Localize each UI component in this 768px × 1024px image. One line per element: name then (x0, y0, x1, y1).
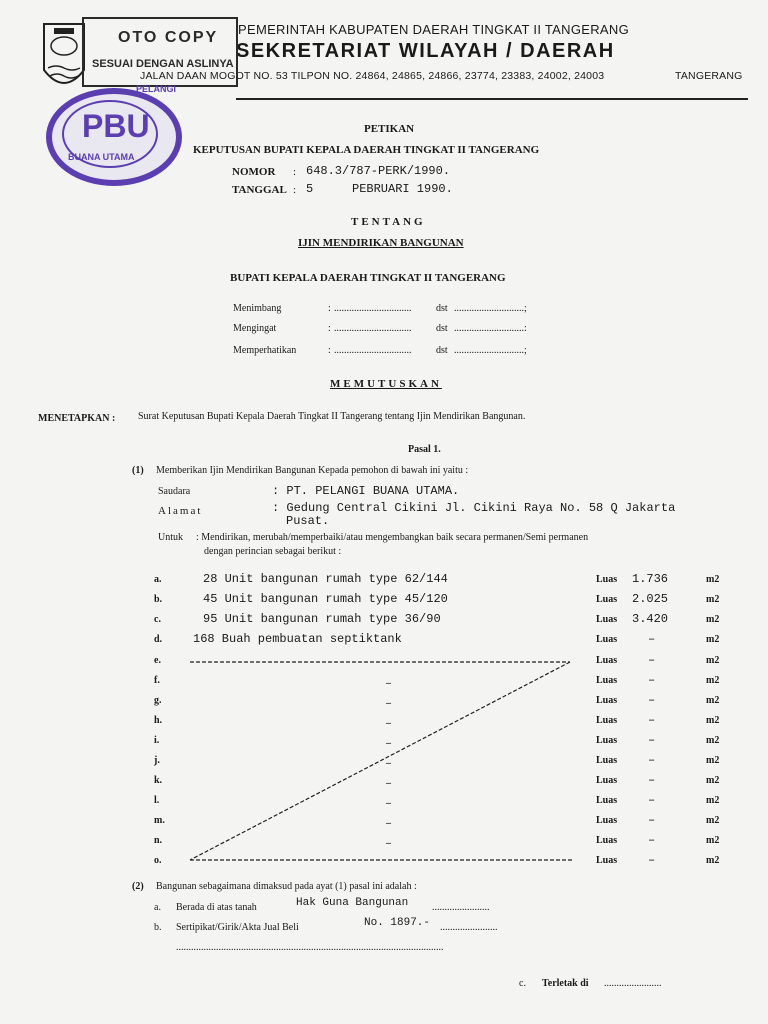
item-description: – (386, 738, 391, 749)
saudara-label: Saudara (158, 486, 191, 497)
consideration-sep: : (328, 345, 331, 356)
item-luas-label: Luas (596, 735, 618, 746)
item-letter: e. (154, 655, 161, 666)
pasal-title: Pasal 1. (408, 444, 441, 455)
item-unit: m2 (706, 795, 720, 806)
item-luas-label: Luas (596, 795, 618, 806)
consideration-label: Memperhatikan (233, 345, 297, 356)
item1-number: (1) (132, 465, 144, 476)
copy-stamp-title: OTO COPY (118, 29, 219, 46)
item-description: – (386, 678, 391, 689)
nomor-colon: : (293, 166, 297, 178)
item-unit: m2 (706, 755, 720, 766)
letterhead-address: JALAN DAAN MOGOT NO. 53 TILPON NO. 24864, 24865, 24866, 23774, 23383, 24002, 24003 (140, 70, 605, 82)
item-unit: m2 (706, 835, 720, 846)
subject-title: IJIN MENDIRIKAN BANGUNAN (298, 237, 464, 249)
item-luas-value: – (648, 632, 656, 646)
item-luas-value: – (648, 693, 656, 707)
item-letter: f. (154, 675, 160, 686)
item-luas-value: – (648, 793, 656, 807)
item-description: – (386, 838, 391, 849)
item-unit: m2 (706, 675, 720, 686)
tentang-title: TENTANG (351, 216, 426, 228)
strikethrough-z (180, 654, 580, 866)
untuk-text-cont: dengan perincian sebagai berikut : (204, 546, 342, 557)
consideration-dots: ............................: (454, 323, 527, 334)
item-luas-value: – (648, 773, 656, 787)
item-luas-value: 1.736 (632, 572, 669, 586)
item-unit: m2 (706, 634, 720, 645)
item-luas-value: 2.025 (632, 592, 669, 606)
item-letter: c. (154, 614, 161, 625)
item-description: – (386, 718, 391, 729)
item-luas-value: – (648, 713, 656, 727)
item-unit: m2 (706, 815, 720, 826)
company-seal-logo: PBU (82, 108, 150, 144)
item-luas-value: – (648, 653, 656, 667)
section2-b-letter: b. (154, 922, 162, 933)
item-description: – (386, 778, 391, 789)
menetapkan-text: Surat Keputusan Bupati Kepala Daerah Tingkat II Tangerang tentang Ijin Mendirikan Bangunan. (138, 411, 526, 422)
consideration-label: Menimbang (233, 303, 282, 314)
item-letter: k. (154, 775, 163, 786)
letterhead-government: PEMERINTAH KABUPATEN DAERAH TINGKAT II TANGERANG (238, 22, 629, 37)
consideration-sep: : (328, 323, 331, 334)
section2-c-label: Terletak di (542, 978, 589, 989)
copy-stamp (82, 17, 238, 87)
consideration-dots: ............................; (454, 345, 527, 356)
item-luas-value: – (648, 833, 656, 847)
untuk-text: : Mendirikan, merubah/memperbaiki/atau mengembangkan baik secara permanen/Semi permanen (196, 532, 589, 543)
tanggal-day: 5 (306, 182, 314, 196)
item-luas-value: 3.420 (632, 612, 669, 626)
item-luas-label: Luas (596, 594, 618, 605)
item-description: 95 Unit bangunan rumah type 36/90 (203, 612, 441, 626)
item-unit: m2 (706, 574, 720, 585)
item-luas-label: Luas (596, 775, 618, 786)
item-description: 168 Buah pembuatan septiktank (193, 632, 402, 646)
consideration-dst: dst (436, 345, 448, 356)
item-unit: m2 (706, 614, 720, 625)
item-letter: g. (154, 695, 162, 706)
consideration-label: Mengingat (233, 323, 277, 334)
item-luas-label: Luas (596, 815, 618, 826)
keputusan-title: KEPUTUSAN BUPATI KEPALA DAERAH TINGKAT II TANGERANG (193, 144, 540, 156)
consideration-dots: ............................... (334, 303, 412, 314)
company-seal-ring-text: BUANA UTAMA (68, 152, 135, 162)
item-letter: l. (154, 795, 160, 806)
copy-stamp-text: SESUAI DENGAN ASLINYA (92, 58, 234, 70)
section2-number: (2) (132, 881, 144, 892)
coat-of-arms-icon (40, 20, 88, 98)
consideration-dots: ............................... (334, 323, 412, 334)
item-description: 28 Unit bangunan rumah type 62/144 (203, 572, 448, 586)
item-luas-label: Luas (596, 675, 618, 686)
untuk-label: Untuk (158, 532, 183, 543)
section2-c-letter: c. (519, 978, 526, 989)
company-seal-ring-text-top: PELANGI (136, 84, 177, 94)
item-description: 45 Unit bangunan rumah type 45/120 (203, 592, 448, 606)
tanggal-label: TANGGAL (232, 184, 287, 196)
item-luas-label: Luas (596, 614, 618, 625)
item-luas-label: Luas (596, 655, 618, 666)
item-unit: m2 (706, 735, 720, 746)
item1-text: Memberikan Ijin Mendirikan Bangunan Kepada pemohon di bawah ini yaitu : (156, 465, 469, 476)
section2-a-letter: a. (154, 902, 161, 913)
item-letter: a. (154, 574, 162, 585)
item-letter: h. (154, 715, 163, 726)
letterhead-city: TANGERANG (675, 70, 743, 82)
item-luas-value: – (648, 753, 656, 767)
letterhead-office: SEKRETARIAT WILAYAH / DAERAH (236, 40, 615, 62)
item-unit: m2 (706, 695, 720, 706)
item-letter: d. (154, 634, 163, 645)
alamat-label: Alamat (158, 505, 203, 517)
section2-a-label: Berada di atas tanah (176, 902, 257, 913)
section2-b-dots: ....................... (440, 922, 498, 933)
memutuskan-title: MEMUTUSKAN (330, 378, 442, 390)
item-unit: m2 (706, 655, 720, 666)
item-description: – (386, 698, 391, 709)
item-unit: m2 (706, 715, 720, 726)
item-letter: n. (154, 835, 163, 846)
section2-c-dots: ....................... (604, 978, 662, 989)
item-luas-label: Luas (596, 634, 618, 645)
item-luas-label: Luas (596, 574, 618, 585)
petikan-title: PETIKAN (364, 123, 415, 135)
tanggal-colon: : (293, 184, 297, 196)
item-luas-label: Luas (596, 855, 618, 866)
item-luas-label: Luas (596, 755, 618, 766)
item-description: – (386, 758, 391, 769)
alamat-value: : Gedung Central Cikini Jl. Cikini Raya No. 58 Q Jakarta (272, 501, 676, 515)
item-description: – (386, 798, 391, 809)
consideration-sep: : (328, 303, 331, 314)
section2-text: Bangunan sebagaimana dimaksud pada ayat (1) pasal ini adalah : (156, 881, 417, 892)
item-letter: j. (154, 755, 160, 766)
item-luas-label: Luas (596, 715, 618, 726)
item-luas-label: Luas (596, 835, 618, 846)
menetapkan-label: MENETAPKAN : (38, 413, 116, 424)
section2-dots-line: ........................................................................................................... (176, 942, 444, 953)
alamat-value-cont: Pusat. (286, 514, 330, 528)
letterhead-rule (236, 98, 748, 100)
item-luas-value: – (648, 853, 656, 867)
section2-a-value: Hak Guna Bangunan (296, 897, 409, 909)
item-description: – (386, 818, 391, 829)
nomor-label: NOMOR (232, 166, 276, 178)
consideration-dst: dst (436, 323, 448, 334)
section2-b-value: No. 1897.- (364, 917, 431, 929)
nomor-value: 648.3/787-PERK/1990. (306, 164, 451, 178)
item-luas-label: Luas (596, 695, 618, 706)
bupati-title: BUPATI KEPALA DAERAH TINGKAT II TANGERANG (230, 272, 506, 284)
item-letter: m. (154, 815, 165, 826)
consideration-dst: dst (436, 303, 448, 314)
tanggal-value: PEBRUARI 1990. (352, 182, 453, 196)
item-luas-value: – (648, 813, 656, 827)
consideration-dots: ............................... (334, 345, 412, 356)
saudara-value: : PT. PELANGI BUANA UTAMA. (272, 484, 460, 498)
item-unit: m2 (706, 594, 720, 605)
item-luas-value: – (648, 673, 656, 687)
item-luas-value: – (648, 733, 656, 747)
item-letter: i. (154, 735, 160, 746)
section2-b-label: Sertipikat/Girik/Akta Jual Beli (176, 922, 299, 933)
item-letter: o. (154, 855, 162, 866)
section2-a-dots: ....................... (432, 902, 490, 913)
item-letter: b. (154, 594, 163, 605)
item-unit: m2 (706, 855, 720, 866)
consideration-dots: ............................; (454, 303, 527, 314)
item-unit: m2 (706, 775, 720, 786)
